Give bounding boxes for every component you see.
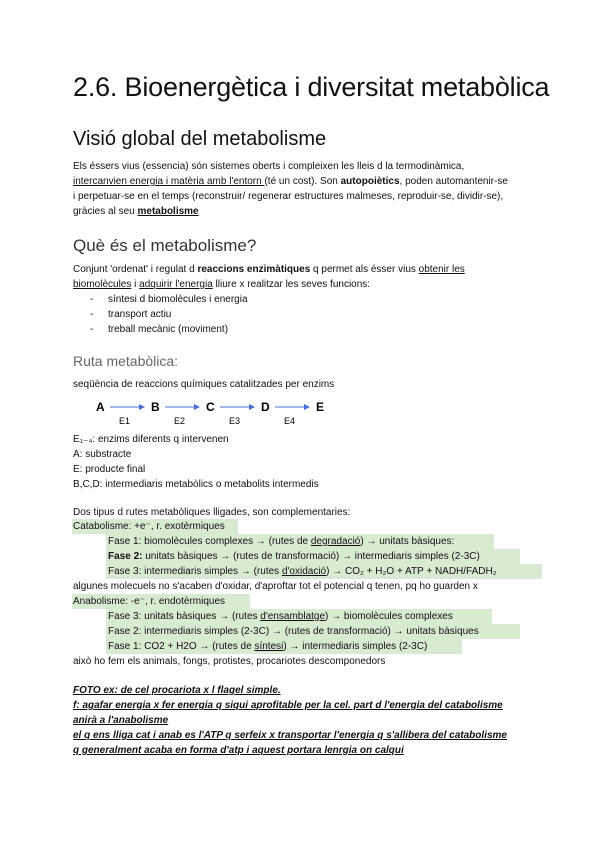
section-heading-what-is: Què és el metabolisme? — [73, 236, 257, 255]
ana-phase-3-text-end: ) → biomolècules complexes — [325, 611, 453, 622]
overview-line-3: i perpetuar-se en el temps (reconstruir/ regenerar estructures malmeses, reproduir-se, dividir-se), — [73, 191, 504, 202]
node-c: C — [206, 400, 215, 414]
page-title: 2.6. Bioenergètica i diversitat metabòlica — [73, 72, 550, 102]
what-is-line-2 — [73, 277, 370, 292]
legend-line-4: B,C,D: intermediaris metabòlics o metabolits intermedis — [73, 479, 319, 490]
cat-phase-2 — [108, 549, 480, 564]
node-d: D — [261, 400, 270, 414]
overview-line-4 — [73, 204, 199, 219]
cat-phase-2-label: Fase 2: — [108, 551, 143, 562]
ana-phase-3-underline: d'ensamblatge — [260, 611, 326, 622]
list-item: - treball mecànic (moviment) — [73, 322, 248, 337]
anabolism-title: Anabolisme: -e⁻, r. endotèrmiques — [73, 596, 226, 607]
list-item: - transport actiu — [73, 307, 248, 322]
node-a: A — [96, 400, 105, 414]
pathway-diagram — [90, 396, 350, 430]
enzyme-e3: E3 — [229, 416, 241, 426]
photo-note-line-4: el q ens lliga cat i anab es l'ATP q serfeix x transportar l'energia q s'allibera del catabolisme — [73, 730, 507, 741]
what-is-text-rest: lliure x realitzar les seves funcions: — [212, 279, 371, 290]
overview-bold-metabolisme: metabolisme — [137, 206, 199, 217]
legend-line-3: E: producte final — [73, 464, 146, 475]
types-intro: Dos tipus d rutes metabòliques lligades, son complementaries: — [73, 507, 351, 518]
ana-phase-1-text: Fase 1: CO2 + H2O → (rutes de — [108, 641, 255, 652]
enzyme-e1: E1 — [119, 416, 131, 426]
photo-note-line-2: f: agafar energia x fer energia q siqui aprofitable per la cel. part d l'energia del catabolisme — [73, 700, 503, 711]
overview-line-1: Els éssers vius (essencia) són sistemes oberts i compleixen les lleis d la termodinàmica, — [73, 161, 465, 172]
cat-phase-3-text-end: ) → CO₂ + H₂O + ATP + NADH/FADH₂ — [326, 566, 497, 577]
what-is-underline: obtenir les — [418, 264, 465, 275]
photo-note-line-1: FOTO ex: de cel procariota x l flagel simple. — [73, 685, 281, 696]
legend-line-1: E₁₋₄: enzims diferents q intervenen — [73, 434, 229, 445]
enzyme-e4: E4 — [284, 416, 296, 426]
legend-line-2: A: substracte — [73, 449, 132, 460]
section-heading-overview: Visió global del metabolisme — [73, 128, 327, 150]
cat-phase-1 — [108, 534, 454, 549]
what-is-text: Conjunt 'ordenat' i regulat d — [73, 264, 198, 275]
photo-note-line-5: q generalment acaba en forma d'atp i aquest portara lenrgia on calqui — [73, 745, 404, 756]
ana-phase-3-text: Fase 3: unitats bàsiques → (rutes — [108, 611, 261, 622]
cat-phase-2-text: unitats bàsiques → (rutes de transformació) → intermediaris simples (2-3C) — [142, 551, 480, 562]
cat-phase-1-underline: degradació — [310, 536, 361, 547]
ana-phase-1 — [108, 639, 427, 654]
cat-phase-1-text: Fase 1: biomolècules complexes → (rutes de — [108, 536, 311, 547]
node-e: E — [316, 400, 325, 414]
overview-text: (té un cost). Son — [264, 176, 341, 187]
enzyme-e2: E2 — [174, 416, 186, 426]
cat-phase-3-text: Fase 3: intermediaris simples → (rutes — [108, 566, 282, 577]
what-is-underline-energy: adquirir l'energia — [139, 279, 213, 290]
ana-phase-2: Fase 2: intermediaris simples (2-3C) → (rutes de transformació) → unitats bàsiques — [108, 626, 479, 637]
node-b: B — [151, 400, 160, 414]
cat-phase-3 — [108, 564, 497, 579]
list-item: - síntesi d biomolècules i energia — [73, 292, 248, 307]
oxidation-note: algunes molecuels no s'acaben d'oxidar, d'aproftar tot el potencial q tenen, pq ho guarden x — [73, 581, 478, 592]
what-is-line-1 — [73, 262, 465, 277]
ana-phase-3 — [108, 609, 453, 624]
functions-list — [73, 292, 248, 337]
overview-text-end: , poden automantenir-se — [399, 176, 508, 187]
cat-phase-1-text-end: ) → unitats bàsiques: — [360, 536, 455, 547]
overview-line-2 — [73, 174, 508, 189]
overview-underline: intercanvien energia i matèria amb l'entorn — [73, 176, 265, 187]
catabolism-title: Catabolisme: +e⁻, r. exotèrmiques — [73, 521, 225, 532]
what-is-bold: reaccions enzimàtiques — [197, 264, 311, 275]
cat-phase-3-underline: d'oxidació — [281, 566, 327, 577]
section-heading-pathway: Ruta metabòlica: — [73, 353, 179, 369]
overview-text-start: gràcies al seu — [73, 206, 138, 217]
what-is-conj: i — [131, 279, 140, 290]
what-is-underline-biomolecules: biomolècules — [73, 279, 132, 290]
ana-phase-1-text-end: ) → intermediaris simples (2-3C) — [283, 641, 428, 652]
overview-bold-autopoietics: autopoiètics — [340, 176, 400, 187]
organisms-note: això ho fem els animals, fongs, protistes, procariotes descomponedors — [73, 656, 386, 667]
photo-note-line-3: anirà a l'anabolisme — [73, 715, 169, 726]
pathway-definition: seqüència de reaccions químiques catalitzades per enzims — [73, 379, 335, 390]
what-is-text-mid: q permet als ésser vius — [310, 264, 419, 275]
ana-phase-1-underline: síntesi — [254, 641, 284, 652]
